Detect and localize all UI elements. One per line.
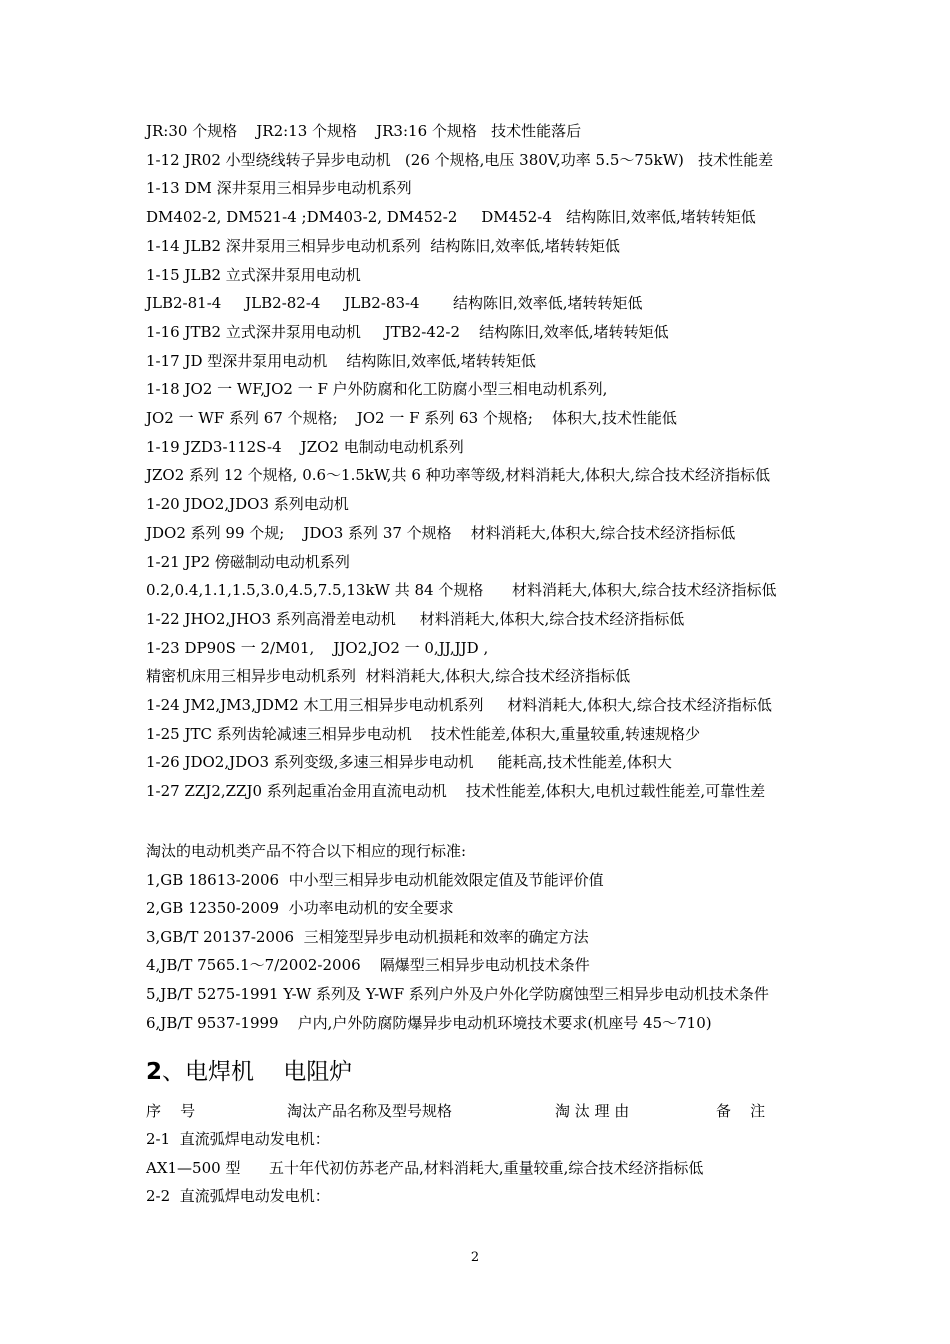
text-line: 2-2 直流弧焊电动发电机： xyxy=(146,1187,330,1205)
text-line: 1-14 JLB2 深井泵用三相异步电动机系列 结构陈旧,效率低,堵转转矩低 xyxy=(146,236,620,255)
text-line: 1-21 JP2 傍磁制动电动机系列 xyxy=(146,552,350,571)
text-line: 1-17 JD 型深井泵用电动机 结构陈旧,效率低,堵转转矩低 xyxy=(146,351,536,370)
text-line: 1-25 JTC 系列齿轮减速三相异步电动机 技术性能差,体积大,重量较重,转速规格少 xyxy=(146,724,701,743)
text-line: 2,GB 12350-2009 小功率电动机的安全要求 xyxy=(146,899,454,918)
table-header-reason: 淘 汰 理 由 xyxy=(555,1102,630,1120)
page-number: 2 xyxy=(470,1250,480,1265)
text-line: 1-12 JR02 小型绕线转子异步电动机 (26 个规格,电压 380V,功率 5.5～75kW) 技术性能差 xyxy=(146,150,774,169)
table-header-remarks: 备 注 xyxy=(716,1102,766,1120)
text-line: 1-15 JLB2 立式深井泵用电动机 xyxy=(146,265,361,284)
text-line: DM402-2, DM521-4 ;DM403-2, DM452-2 DM452-4 结构陈旧,效率低,堵转转矩低 xyxy=(146,208,756,227)
text-line: 1-16 JTB2 立式深井泵用电动机 JTB2-42-2 结构陈旧,效率低,堵转转矩低 xyxy=(146,322,669,341)
table-header-product: 淘汰产品名称及型号规格 xyxy=(287,1102,453,1120)
text-line: 4,JB/T 7565.1～7/2002-2006 隔爆型三相异步电动机技术条件 xyxy=(146,956,590,975)
text-line: 3,GB/T 20137-2006 三相笼型异步电动机损耗和效率的确定方法 xyxy=(146,927,589,946)
text-line: JDO2 系列 99 个规; JDO3 系列 37 个规格 材料消耗大,体积大,综合技术经济指标低 xyxy=(146,523,736,542)
text-line: 6,JB/T 9537-1999 户内,户外防腐防爆异步电动机环境技术要求(机座号 45～710) xyxy=(146,1013,712,1032)
text-line: 1-23 DP90S 一 2/M01, JJO2,JO2 一 0,JJ,JJD , xyxy=(146,638,489,657)
text-line: AX1—500 型 五十年代初仿苏老产品,材料消耗大,重量较重,综合技术经济指标低 xyxy=(146,1158,704,1177)
section-number: 2 xyxy=(146,1059,163,1085)
text-line: 2-1 直流弧焊电动发电机： xyxy=(146,1130,330,1148)
table-header-index: 序 号 xyxy=(146,1102,196,1120)
text-line: 1-19 JZD3-112S-4 JZO2 电制动电动机系列 xyxy=(146,437,464,456)
text-line: 1-20 JDO2,JDO3 系列电动机 xyxy=(146,495,349,514)
text-line: 5,JB/T 5275-1991 Y-W 系列及 Y-WF 系列户外及户外化学防腐蚀型三相异步电动机技术条件 xyxy=(146,985,769,1003)
text-line: JLB2-81-4 JLB2-82-4 JLB2-83-4 结构陈旧,效率低,堵转转矩低 xyxy=(146,294,643,313)
text-line: 1-22 JHO2,JHO3 系列高滑差电动机 材料消耗大,体积大,综合技术经济指标低 xyxy=(146,609,685,628)
text-line: 1-18 JO2 一 WF,JO2 一 F 户外防腐和化工防腐小型三相电动机系列, xyxy=(146,380,608,399)
text-line: 1-13 DM 深井泵用三相异步电动机系列 xyxy=(146,179,412,198)
text-line: JZO2 系列 12 个规格, 0.6～1.5kW,共 6 种功率等级,材料消耗大,体积大,综合技术经济指标低 xyxy=(146,466,770,485)
text-line: 淘汰的电动机类产品不符合以下相应的现行标准: xyxy=(146,842,467,860)
text-line: 1-27 ZZJ2,ZZJ0 系列起重冶金用直流电动机 技术性能差,体积大,电机过载性能差,可靠性差 xyxy=(146,782,766,801)
text-line: 精密机床用三相异步电动机系列 材料消耗大,体积大,综合技术经济指标低 xyxy=(146,667,631,686)
text-line: JO2 一 WF 系列 67 个规格; JO2 一 F 系列 63 个规格; 体积大,技术性能低 xyxy=(146,409,677,427)
text-line: 1-26 JDO2,JDO3 系列变级,多速三相异步电动机 能耗高,技术性能差,体积大 xyxy=(146,753,672,772)
section-title: 、电焊机 电阻炉 xyxy=(162,1059,353,1085)
text-line: 1,GB 18613-2006 中小型三相异步电动机能效限定值及节能评价值 xyxy=(146,870,604,889)
text-line: 1-24 JM2,JM3,JDM2 木工用三相异步电动机系列 材料消耗大,体积大,综合技术经济指标低 xyxy=(146,696,772,714)
text-line: 0.2,0.4,1.1,1.5,3.0,4.5,7.5,13kW 共 84 个规格 材料消耗大,体积大,综合技术经济指标低 xyxy=(146,581,777,600)
text-line: JR:30 个规格 JR2:13 个规格 JR3:16 个规格 技术性能落后 xyxy=(146,122,582,140)
section-heading xyxy=(146,1057,352,1087)
